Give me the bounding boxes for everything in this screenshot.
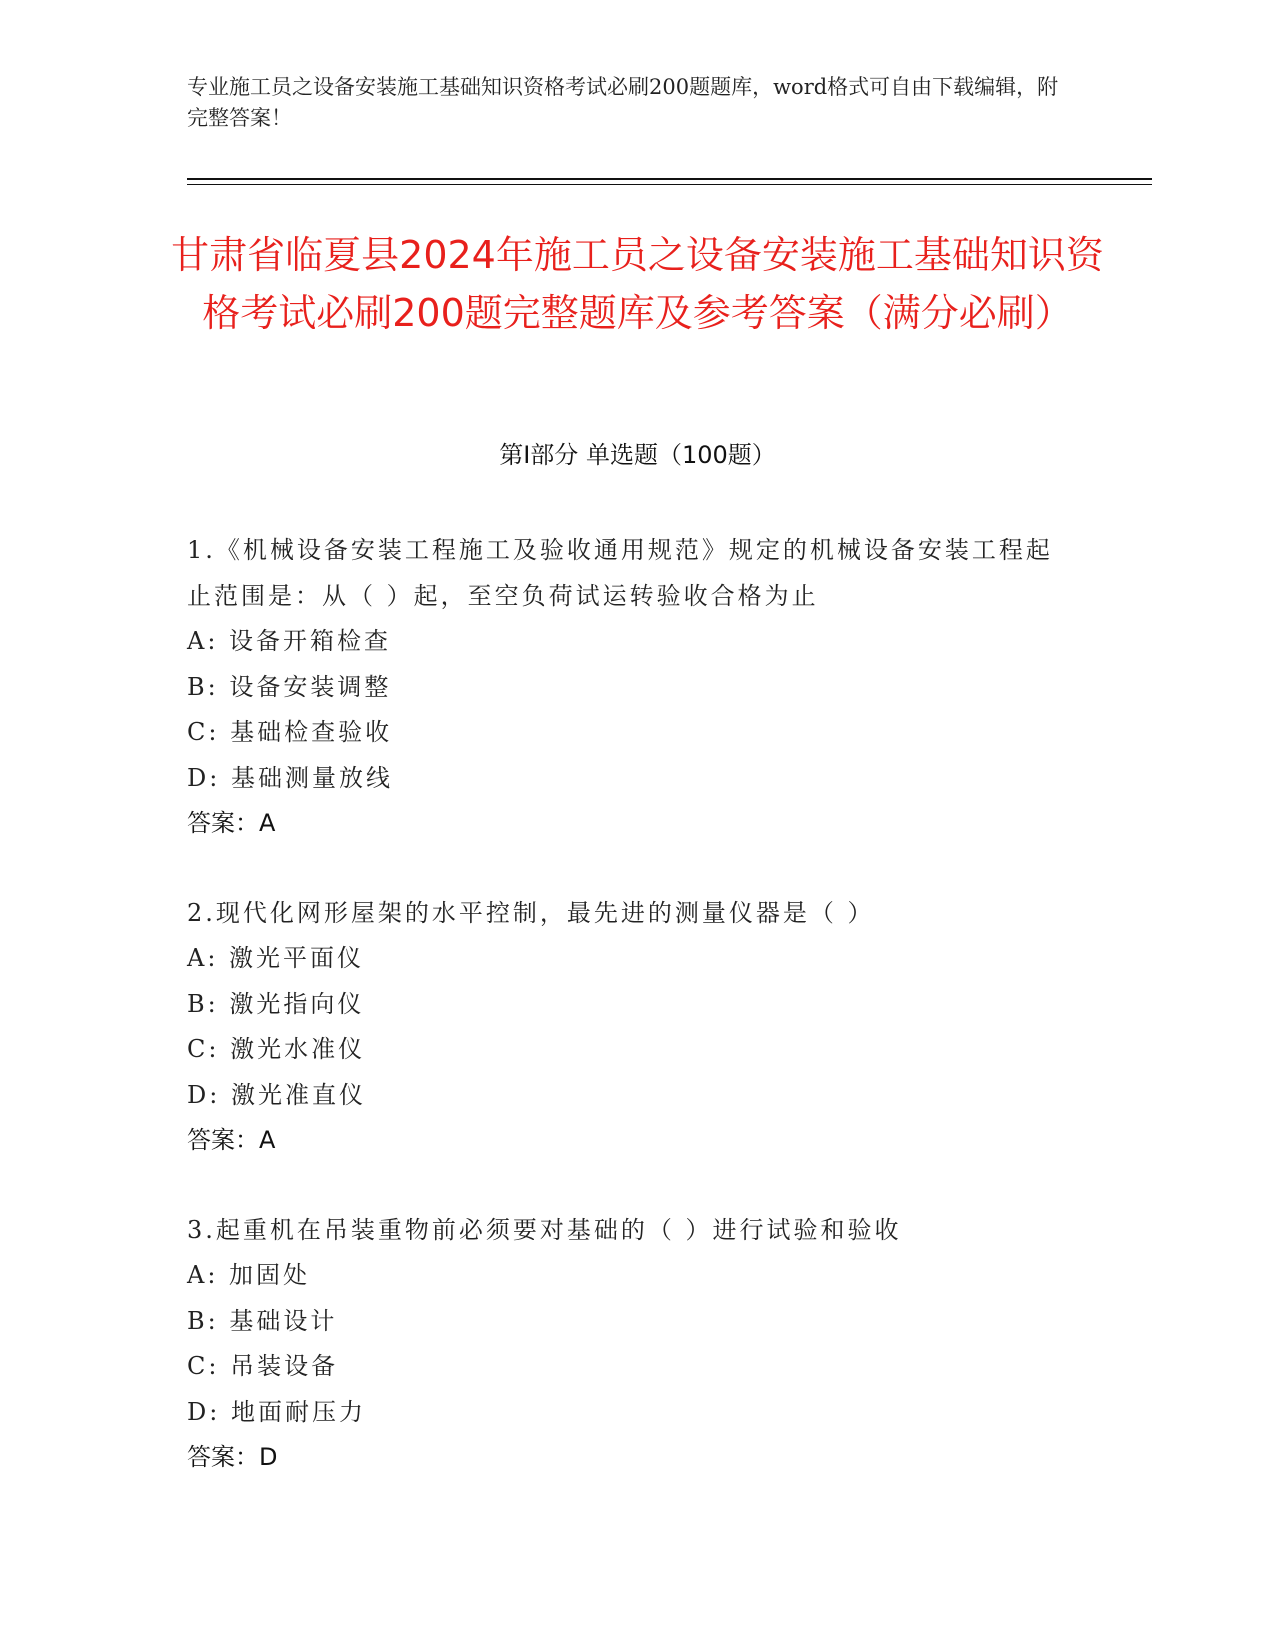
option-b: B: 激光指向仪 — [187, 989, 365, 1018]
header-rule-thick — [187, 178, 1152, 180]
answer-line: 答案：A — [187, 1126, 276, 1154]
question-stem: 2.现代化网形屋架的水平控制，最先进的测量仪器是（ ） — [187, 898, 875, 927]
question-2 — [187, 891, 1067, 1164]
header-note: 专业施工员之设备安装施工基础知识资格考试必刷200题题库，word格式可自由下载编辑，附完整答案！ — [187, 75, 1059, 130]
question-1 — [187, 528, 1067, 847]
option-b: B: 基础设计 — [187, 1306, 338, 1335]
option-a: A: 激光平面仪 — [187, 944, 365, 972]
question-stem: 1.《机械设备安装工程施工及验收通用规范》规定的机械设备安装工程起止范围是：从（ ）起，至空负荷试运转验收合格为止 — [187, 536, 1053, 610]
option-d: D: 激光准直仪 — [187, 1080, 366, 1109]
option-d: D: 地面耐压力 — [187, 1397, 366, 1426]
option-a: A: 设备开箱检查 — [187, 627, 392, 655]
option-d: D: 基础测量放线 — [187, 763, 393, 792]
answer-line: 答案：D — [187, 1443, 278, 1471]
header-rule-thin — [187, 184, 1152, 185]
section-heading: 第I部分 单选题（100题） — [499, 441, 776, 469]
option-b: B: 设备安装调整 — [187, 672, 392, 701]
question-list — [187, 528, 1067, 1525]
answer-line: 答案：A — [187, 809, 276, 837]
question-stem: 3.起重机在吊装重物前必须要对基础的（ ）进行试验和验收 — [187, 1215, 902, 1244]
option-a: A: 加固处 — [187, 1261, 311, 1289]
option-c: C: 吊装设备 — [187, 1352, 339, 1380]
option-c: C: 激光水准仪 — [187, 1035, 366, 1063]
option-c: C: 基础检查验收 — [187, 718, 393, 746]
question-3 — [187, 1208, 1067, 1481]
document-title: 甘肃省临夏县2024年施工员之设备安装施工基础知识资格考试必刷200题完整题库及参考答案（满分必刷） — [171, 233, 1104, 335]
